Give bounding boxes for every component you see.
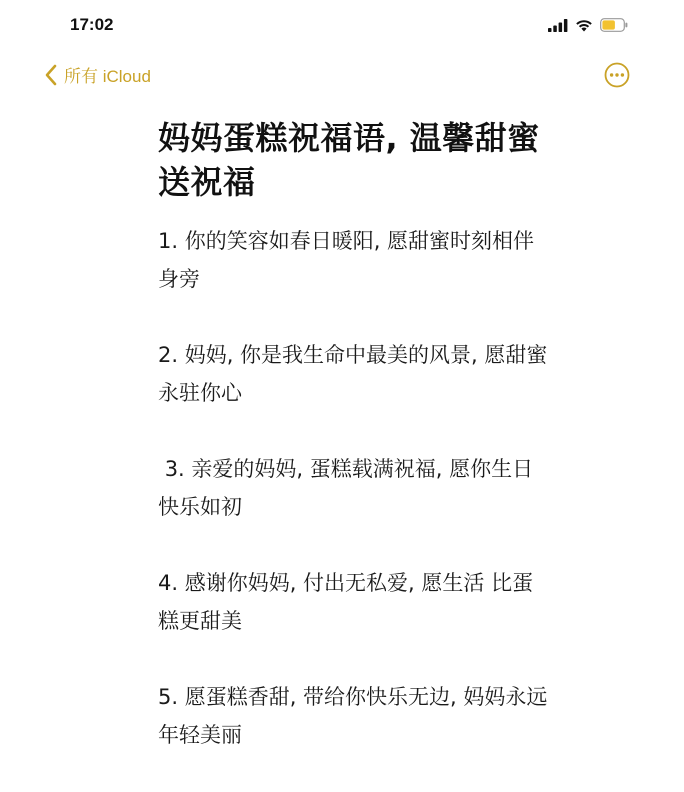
wifi-icon — [575, 19, 593, 32]
status-icons — [548, 18, 628, 32]
back-label: 所有 iCloud — [64, 67, 151, 86]
note-title: 妈妈蛋糕祝福语, 温馨甜蜜送祝福 — [158, 119, 540, 201]
back-button[interactable] — [44, 62, 151, 87]
note-body[interactable] — [158, 116, 548, 792]
cellular-signal-icon — [548, 19, 568, 32]
chevron-left-icon — [44, 64, 58, 86]
note-item: 3. 亲爱的妈妈, 蛋糕载满祝福, 愿你生日快乐如初 — [158, 457, 534, 519]
note-item: 4. 感谢你妈妈, 付出无私爱, 愿生活 比蛋糕更甜美 — [158, 571, 534, 633]
status-time: 17:02 — [70, 15, 114, 34]
battery-icon — [600, 18, 628, 32]
status-bar — [0, 0, 684, 50]
ellipsis-circle-icon — [604, 62, 630, 88]
more-button[interactable] — [604, 62, 630, 88]
note-item: 1. 你的笑容如春日暖阳, 愿甜蜜时刻相伴身旁 — [158, 229, 535, 291]
nav-bar — [0, 56, 684, 94]
note-item: 2. 妈妈, 你是我生命中最美的风景, 愿甜蜜永驻你心 — [158, 343, 548, 405]
note-item: 5. 愿蛋糕香甜, 带给你快乐无边, 妈妈永远年轻美丽 — [158, 685, 548, 747]
